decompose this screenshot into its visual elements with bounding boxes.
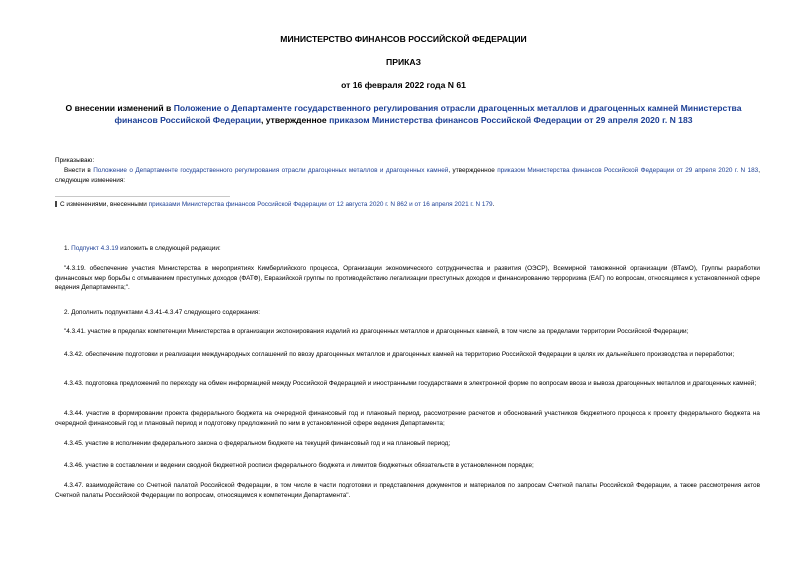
title-prefix: О внесении изменений в [65,103,174,113]
clause-4-3-45: 4.3.45. участие в исполнении федерального закона о федеральном бюджете на текущий финансовый год и на плановый период; [64,440,451,447]
intro-paragraph [55,166,760,185]
clause-4-3-47: 4.3.47. взаимодействие со Счетной палатой Российской Федерации, в том числе в части подготовки и представления документов и материалов по запросам Счетной палаты Российской Федерации, а также рассмотрения актов Счетной палаты Российской Федерации по вопросам, относящимся к компетенции Департамента". [55,482,760,499]
title-middle: , утвержденное [261,115,330,125]
item-1-link-subclause[interactable]: Подпункт 4.3.19 [71,245,119,252]
order-word: Приказываю: [55,157,95,164]
footnote [55,200,760,210]
ministry-name: МИНИСТЕРСТВО ФИНАНСОВ РОССИЙСКОЙ ФЕДЕРАЦИИ [280,34,527,44]
clause-4-3-46: 4.3.46. участие в составлении и ведении сводной бюджетной росписи федерального бюджета и лимитов бюджетных обязательств в установленном порядке; [64,462,534,469]
footnote-link-orders[interactable]: приказами Министерства финансов Российской Федерации от 12 августа 2020 г. N 862 и от 16 апреля 2021 г. N 179 [148,201,493,208]
intro-link-regulation[interactable]: Положение о Департаменте государственного регулирования отрасли драгоценных металлов и драгоценных камней [93,167,449,174]
intro-link-order[interactable]: приказом Министерства финансов Российской Федерации от 29 апреля 2020 г. N 183 [497,167,759,174]
title-link-regulation[interactable]: Положение о Департаменте государственного регулирования отрасли драгоценных металлов и драгоценных камней Министерства финансов Российской Федерации [114,103,742,125]
footnote-marker-icon [55,201,57,207]
document-title [50,102,757,126]
item-1-number: 1. [64,245,72,252]
footnote-separator [55,196,230,197]
document-date: от 16 февраля 2022 года N 61 [341,80,466,90]
clause-4-3-42: 4.3.42. обеспечение подготовки и реализации международных соглашений по ввозу драгоценных металлов и драгоценных камней на территорию Российской Федерации в целях их дальнейшего производства и переработки; [64,351,735,358]
footnote-text-1: С изменениями, внесенными [60,201,149,208]
item-1-text: изложить в следующей редакции: [118,245,221,252]
clause-4-3-41: "4.3.41. участие в пределах компетенции Министерства в организации экспонирования изделий из драгоценных металлов и драгоценных камней, в том числе за пределами территории Российской Федерации; [64,328,689,335]
intro-text-1: Внести в [64,167,94,174]
item-1 [55,244,760,254]
intro-text-3: , следующие изменения: [55,167,761,184]
footnote-text-2: . [492,201,495,208]
clause-4-3-44: 4.3.44. участие в формировании проекта федерального бюджета на очередной финансовый год и плановый период, рассмотрение расчетов и обоснований участников бюджетного процесса к проекту федерального бюджета на очередной финансовый год и плановый период и подготовку предложений по ним в установленной сфере ведения Департамента; [55,410,760,427]
title-link-order[interactable]: приказом Министерства финансов Российской Федерации от 29 апреля 2020 г. N 183 [329,115,693,125]
document-type: ПРИКАЗ [386,57,421,67]
clause-4-3-19: "4.3.19. обеспечение участия Министерства в мероприятиях Кимберлийского процесса, Организации экономического сотрудничества и развития (ОЭСР), Всемирной таможенной организации (ВТамО), Группы разработки финансовых мер борьбы с отмыванием преступных доходов (ФАТФ), Евразийской группы по противодействию легализации преступных доходов и финансированию терроризма (ЕАГ) по вопросам, относящимся к установленной сфере ведения Департамента;". [55,265,760,292]
clause-4-3-43: 4.3.43. подготовка предложений по переходу на обмен информацией между Российской Федерацией и иностранными государствами в электронной форме по вопросам ввоза и вывоза драгоценных металлов и драгоценных камней; [64,380,757,387]
intro-text-2: , утвержденное [448,167,498,174]
item-2: 2. Дополнить подпунктами 4.3.41-4.3.47 следующего содержания: [64,309,261,316]
